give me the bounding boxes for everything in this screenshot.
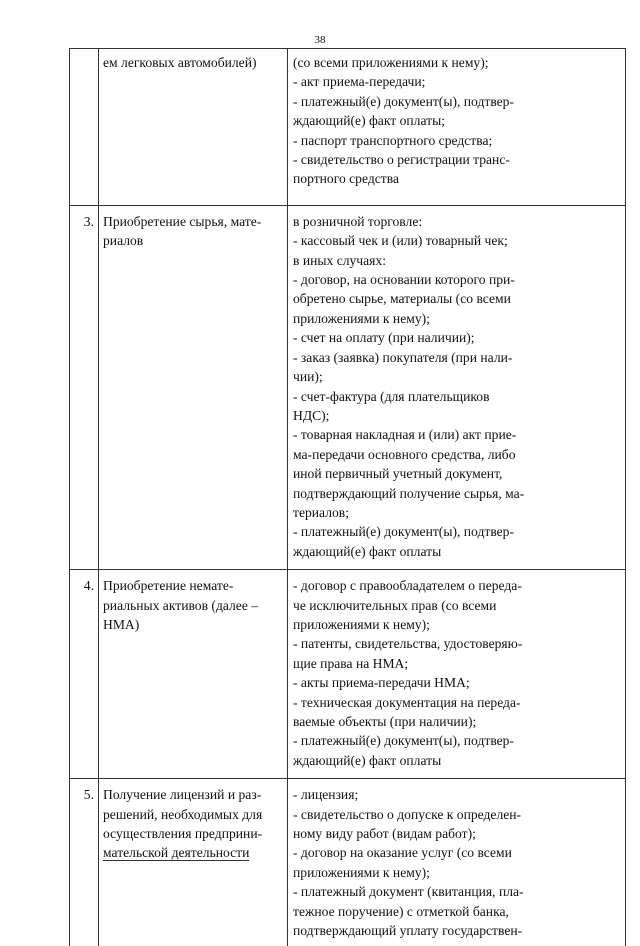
document-line: - договор, на основании которого при- <box>293 272 515 288</box>
document-line: - платежный(е) документ(ы), подтвер- <box>293 733 515 749</box>
page-number: 38 <box>314 34 326 46</box>
expense-name-line: Получение лицензий и раз- <box>103 787 262 803</box>
document-line: обретено сырье, материалы (со всеми <box>293 291 511 307</box>
expense-name-line: мательской деятельности <box>103 845 250 861</box>
required-documents-cell <box>288 779 626 946</box>
document-line: приложениями к нему); <box>293 616 430 632</box>
document-line: портного средства <box>293 171 399 187</box>
document-line: подтверждающий уплату государствен- <box>293 923 523 939</box>
document-line: - счет-фактура (для плательщиков <box>293 388 490 404</box>
document-line: - платежный документ (квитанция, пла- <box>293 884 524 900</box>
document-line: - товарная накладная и (или) акт прие- <box>293 427 517 443</box>
document-line: - счет на оплату (при наличии); <box>293 330 475 346</box>
document-line: - платежный(е) документ(ы), подтвер- <box>293 524 515 540</box>
document-line: ма-передачи основного средства, либо <box>293 446 516 462</box>
document-line: - акты приема-передачи НМА; <box>293 675 470 691</box>
row-number-cell <box>70 49 99 206</box>
expense-name-line: Приобретение сырья, мате- <box>103 213 262 229</box>
document-line: в иных случаях: <box>293 252 387 268</box>
required-documents-cell <box>288 205 626 569</box>
document-line: иной первичный учетный документ, <box>293 466 503 482</box>
table-row <box>70 779 626 946</box>
document-line: ждающий(е) факт оплаты <box>293 752 442 768</box>
document-line: тежное поручение) с отметкой банка, <box>293 903 509 919</box>
document-line: ждающий(е) факт оплаты; <box>293 113 445 129</box>
document-line: - патенты, свидетельства, удостоверяю- <box>293 636 523 652</box>
document-line: приложениями к нему); <box>293 310 430 326</box>
document-line: териалов; <box>293 504 349 520</box>
expense-name-line: Приобретение немате- <box>103 578 234 594</box>
document-line: че исключительных прав (со всеми <box>293 597 497 613</box>
required-documents-cell <box>288 49 626 206</box>
document-line: ному виду работ (видам работ); <box>293 826 476 842</box>
document-line: (со всеми приложениями к нему); <box>293 55 489 70</box>
document-line: - кассовый чек и (или) товарный чек; <box>293 233 508 249</box>
expense-name-cell <box>99 49 288 206</box>
table-row <box>70 49 626 206</box>
expense-name-cell <box>99 570 288 779</box>
expense-name-line: риальных активов (далее – <box>103 597 259 613</box>
table-row <box>70 205 626 569</box>
document-line: НДС); <box>293 407 330 423</box>
expense-name-line: ем легковых автомобилей) <box>103 55 257 70</box>
table-row <box>70 570 626 779</box>
document-line: - техническая документация на переда- <box>293 694 521 710</box>
expense-name-line: осуществления предприни- <box>103 826 263 842</box>
expense-name-cell <box>99 205 288 569</box>
document-line: подтверждающий получение сырья, ма- <box>293 485 525 501</box>
document-line: - договор на оказание услуг (со всеми <box>293 845 512 861</box>
document-line: - свидетельство о регистрации транс- <box>293 152 510 168</box>
document-line: ваемые объекты (при наличии); <box>293 714 477 729</box>
document-line: - паспорт транспортного средства; <box>293 132 493 148</box>
expense-name-line: решений, необходимых для <box>103 806 263 822</box>
row-number-cell: 4. <box>70 570 99 779</box>
document-line: - свидетельство о допуске к определен- <box>293 806 522 822</box>
document-line: чии); <box>293 369 323 385</box>
document-line: - заказ (заявка) покупателя (при нали- <box>293 349 513 365</box>
expense-name-line: НМА) <box>103 616 140 632</box>
expense-name-cell <box>99 779 288 946</box>
row-number-cell: 3. <box>70 205 99 569</box>
row-number-cell: 5. <box>70 779 99 946</box>
document-line: щие права на НМА; <box>293 655 409 671</box>
document-line: приложениями к нему); <box>293 864 430 880</box>
document-line: - акт приема-передачи; <box>293 74 426 90</box>
document-line: в розничной торговле: <box>293 213 423 229</box>
document-line: ждающий(е) факт оплаты <box>293 543 442 559</box>
expense-name-line: риалов <box>103 233 144 249</box>
document-line: - платежный(е) документ(ы), подтвер- <box>293 93 515 109</box>
documents-table <box>69 48 626 946</box>
document-line: - лицензия; <box>293 787 359 803</box>
expense-name-line-wrapper <box>103 843 283 862</box>
required-documents-cell <box>288 570 626 779</box>
document-line: - договор с правообладателем о переда- <box>293 578 522 594</box>
